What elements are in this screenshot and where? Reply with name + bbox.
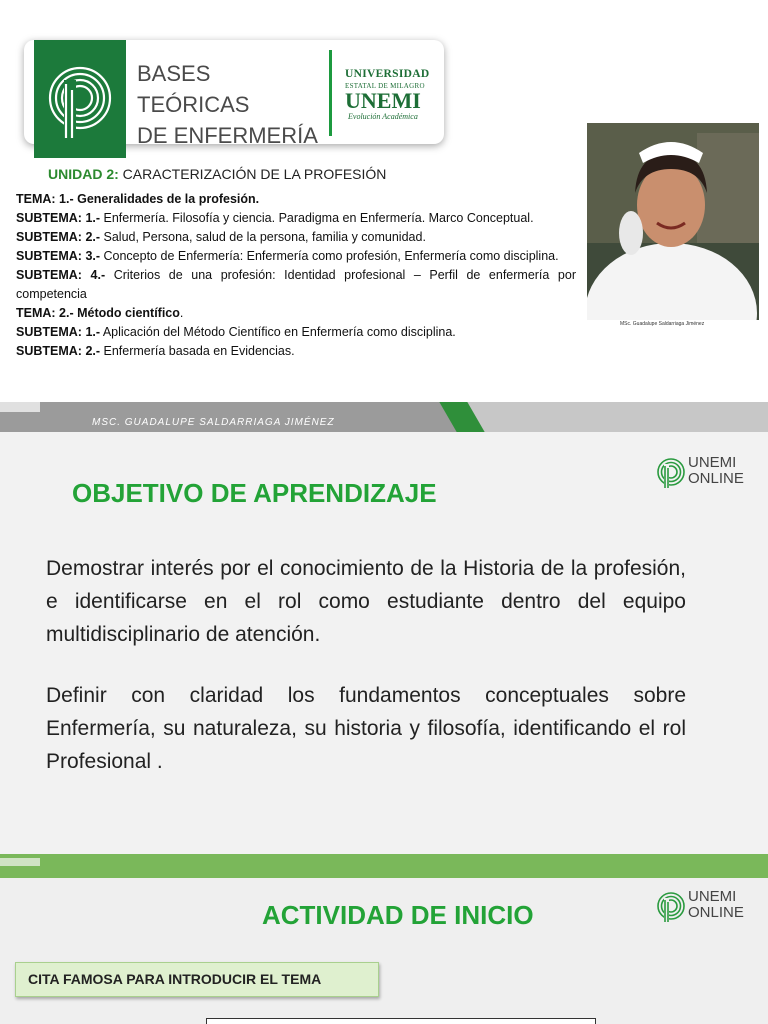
- logo-divider: [329, 50, 332, 136]
- unit-label: UNIDAD 2:: [48, 166, 119, 182]
- footer-author-name: MSC. GUADALUPE SALDARRIAGA JIMÉNEZ: [92, 417, 335, 428]
- unemi-online-emblem-icon: [656, 888, 686, 924]
- unemi-online-wordmark: UNEMI ONLINE: [688, 888, 744, 921]
- quote-label-box: [15, 962, 379, 997]
- objective-paragraph: Demostrar interés por el conocimiento de la Historia de la profesión, e identificarse en el rol como estudiante dentro del equipo multidisciplinario de atención.: [46, 557, 686, 646]
- topic-item: SUBTEMA: 1.- Enfermería. Filosofía y ciencia. Paradigma en Enfermería. Marco Conceptual.: [16, 211, 534, 225]
- objective-paragraph: Definir con claridad los fundamentos conceptuales sobre Enfermería, su naturaleza, su historia y filosofía, identificando el rol Profesional .: [46, 684, 686, 773]
- topic-item: SUBTEMA: 1.- Aplicación del Método Científico en Enfermería como disciplina.: [16, 325, 456, 339]
- activity-title: ACTIVIDAD DE INICIO: [262, 900, 534, 930]
- slide-objective: [0, 432, 768, 858]
- slide-title: [0, 0, 768, 432]
- unit-title: CARACTERIZACIÓN DE LA PROFESIÓN: [122, 166, 387, 182]
- topic-item: SUBTEMA: 2.- Salud, Persona, salud de la persona, familia y comunidad.: [16, 230, 426, 244]
- quote-label: CITA FAMOSA PARA INTRODUCIR EL TEMA: [28, 971, 322, 987]
- unemi-online-wordmark: UNEMI ONLINE: [688, 454, 744, 487]
- unemi-online-emblem-icon: [656, 454, 686, 490]
- university-subname: ESTATAL DE MILAGRO: [345, 82, 425, 90]
- university-tagline: Evolución Académica: [348, 112, 418, 121]
- objective-title: OBJETIVO DE APRENDIZAJE: [72, 478, 437, 508]
- unemi-online-logo: [656, 454, 752, 494]
- photo-caption: MSc. Guadalupe Saldarriaga Jiménez: [620, 321, 705, 327]
- course-title-line2: DE ENFERMERÍA: [137, 123, 318, 148]
- unemi-online-logo: [656, 888, 752, 928]
- topic-item: SUBTEMA: 3.- Concepto de Enfermería: Enfermería como profesión, Enfermería como disciplina.: [16, 249, 559, 263]
- quote-box: [206, 1018, 596, 1024]
- nurse-photo: [587, 123, 759, 320]
- topic-item: SUBTEMA: 2.- Enfermería basada en Evidencias.: [16, 344, 295, 358]
- slide-top-tab: [0, 858, 40, 866]
- topic-item: SUBTEMA: 4.- Criterios de una profesión: Identidad profesional – Perfil de enfermería por competencia: [16, 268, 576, 301]
- university-acronym: UNEMI: [345, 88, 421, 113]
- slide-footer-tab: [0, 402, 40, 412]
- university-name: UNIVERSIDAD: [345, 68, 430, 80]
- unemi-emblem-logo: [34, 40, 126, 158]
- course-title: [137, 58, 322, 151]
- slide-top-bar: [0, 858, 768, 878]
- topic-item: TEMA: 2.- Método científico.: [16, 306, 184, 320]
- course-title-line1: BASES TEÓRICAS: [137, 61, 250, 117]
- topic-item: TEMA: 1.- Generalidades de la profesión.: [16, 192, 260, 206]
- topics-list: [16, 190, 576, 361]
- objective-body: [46, 552, 686, 806]
- unit-heading: [48, 166, 386, 182]
- slide-activity: [0, 858, 768, 1024]
